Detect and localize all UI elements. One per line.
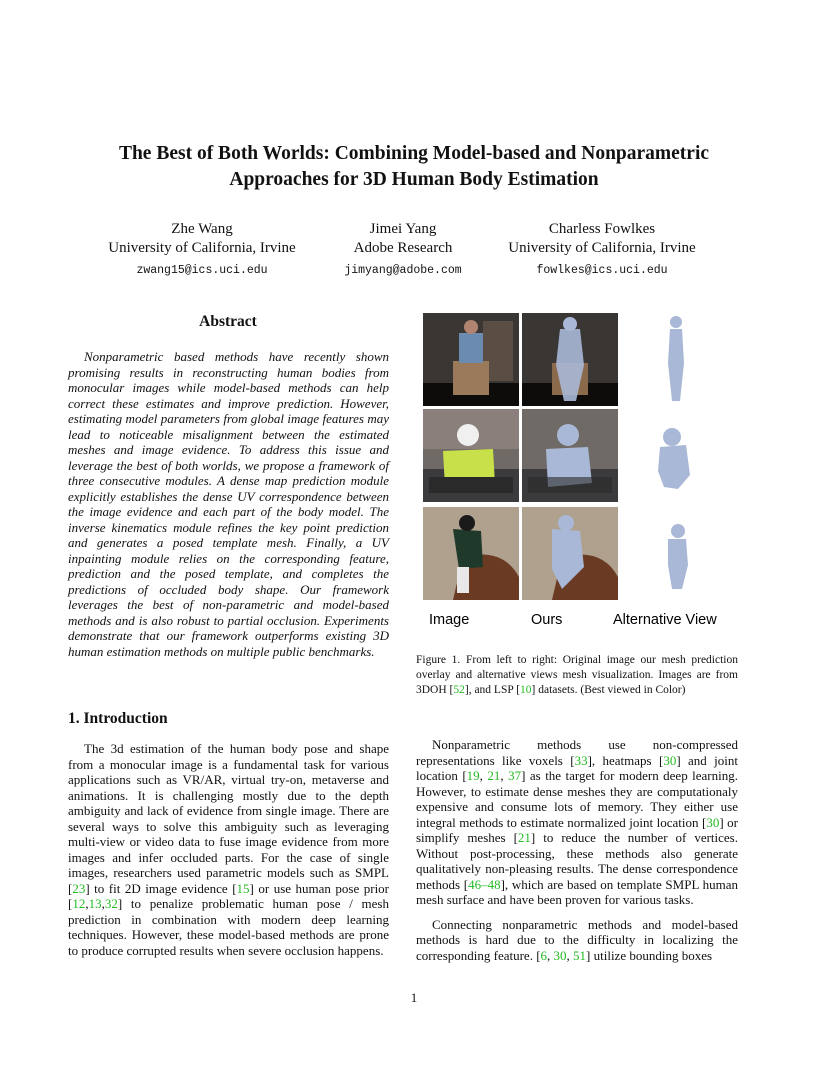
citation-link[interactable]: 21 <box>487 768 501 783</box>
figure-caption: Figure 1. From left to right: Original image our mesh prediction overlay and alternative views mesh visualization. Images are from 3DOH [52], and LSP [10] datasets. (Best viewed in Color) <box>416 654 738 696</box>
author-name: Zhe Wang <box>171 221 233 237</box>
figure-image-row3-original <box>423 507 519 600</box>
figure-image-row3-ours <box>522 507 618 600</box>
figure-label-ours: Ours <box>531 612 563 628</box>
citation-link[interactable]: 23 <box>72 880 86 896</box>
citation-link[interactable]: 19 <box>466 768 480 783</box>
citation-link[interactable]: 33 <box>574 752 588 768</box>
citation-link[interactable]: 46 <box>468 876 482 892</box>
citation-link[interactable]: 52 <box>453 684 465 696</box>
author-name: Jimei Yang <box>369 221 437 237</box>
citation-link[interactable]: 30 <box>706 814 720 830</box>
intro-paragraph-3: Connecting nonparametric methods and model-based methods is hard due to the difficulty in localizing the corresponding feature. [6, 30, 51] utilize bounding boxes <box>416 916 738 963</box>
author-name: Charless Fowlkes <box>548 221 656 237</box>
intro-paragraph-1: The 3d estimation of the human body pose and shape from a monocular image is a fundamental task for various applications such as VR/AR, virtual try-on, metaverse and animations. It is challenging mostly due to the depth ambiguity and lack of evidence from single image. There are several ways to solve this ambiguity such as leveraging multi-view or video data to fuse image evidence from more images and infer occluded parts. For the case of single images, researchers used parametric models such as SMPL [23] to fit 2D image evidence [15] or use human pose prior [12,13,32] to penalize problematic human pose / mesh prediction in combination with modern deep learning techniques. However, these model-based methods are prone to produce corrupted results when severe occlusion happens. <box>68 741 390 958</box>
citation-link[interactable]: 30 <box>663 752 677 768</box>
citation-link[interactable]: 30 <box>553 947 567 963</box>
author-block-1 <box>96 220 308 280</box>
figure-label-alternative-view: Alternative View <box>613 612 717 628</box>
paper-title <box>60 141 768 193</box>
intro-left-column <box>68 741 389 958</box>
figure-label-image: Image <box>429 612 470 628</box>
citation-link[interactable]: 21 <box>517 830 531 845</box>
author-affiliation: Adobe Research <box>353 240 453 256</box>
page-number: 1 <box>410 990 418 1005</box>
section-heading-introduction: 1. Introduction <box>68 710 168 727</box>
figure-image-row1-ours <box>522 313 618 406</box>
citation-link[interactable]: 15 <box>236 880 250 896</box>
citation-link[interactable]: 12 <box>72 896 86 911</box>
abstract-text <box>68 349 389 659</box>
citation-link[interactable]: 32 <box>104 896 118 911</box>
citation-link[interactable]: 51 <box>573 947 587 963</box>
figure-image-row3-alternative <box>628 507 724 600</box>
figure-image-row2-original <box>423 409 519 502</box>
title-line-2: Approaches for 3D Human Body Estimation <box>229 169 599 190</box>
author-email: fowlkes@ics.uci.edu <box>536 264 668 277</box>
author-email: zwang15@ics.uci.edu <box>136 264 268 277</box>
citation-link[interactable]: 13 <box>88 896 102 911</box>
author-affiliation: University of California, Irvine <box>108 240 296 256</box>
figure-1 <box>416 311 738 606</box>
author-email: jimyang@adobe.com <box>344 264 462 277</box>
abstract-paragraph: Nonparametric based methods have recently shown promising results in reconstructing human bodies from monocular images while model-based methods can help correct these estimates and improve prediction. However, estimating model parameters from global image features may lead to noticeable misalignment between the estimated meshes and image evidence. To address this issue and leverage the best of both worlds, we propose a framework of three consecutive modules. A dense map prediction module explicitly establishes the dense UV correspondence between the image evidence and each part of the body model. The inverse kinematics module refines the key point prediction and generates a posed template mesh. Finally, a UV inpainting module relies on the corresponding feature, prediction and the posed template, and completes the predictions of occluded body shape. Our framework leverages the best of non-parametric and model-based methods and is also robust to partial occlusion. Experiments demonstrate that our framework outperforms existing 3D human estimation methods on multiple public benchmarks. <box>68 349 389 659</box>
abstract-heading: Abstract <box>199 313 257 330</box>
citation-link[interactable]: 37 <box>508 768 522 783</box>
author-affiliation: University of California, Irvine <box>508 240 696 256</box>
figure-image-row2-alternative <box>628 409 724 502</box>
author-block-2 <box>318 220 488 280</box>
citation-link[interactable]: 6 <box>540 947 548 963</box>
figure-image-row2-ours <box>522 409 618 502</box>
figure-image-row1-original <box>423 313 519 406</box>
intro-right-column <box>416 737 738 963</box>
author-block-3 <box>496 220 708 280</box>
figure-image-row1-alternative <box>628 313 724 406</box>
title-line-1: The Best of Both Worlds: Combining Model-based and Nonparametric <box>118 143 710 164</box>
citation-link[interactable]: 10 <box>520 684 532 696</box>
intro-paragraph-2: Nonparametric methods use non-compressed representations like voxels [33], heatmaps [30] and joint location [19, 21, 37] as the target for modern deep learning. However, to estimate dense meshes they are computationaly expensive and consume lots of memory. They either use integral methods to estimate normalized joint location [30] or simplify meshes [21] to reduce the number of vertices. Without post-processing, these methods also generate qualitatively non-pleasing results. The dense correspondence methods [46–48], which are based on template SMPL human mesh surface and have been proven for various tasks. <box>416 737 738 907</box>
citation-link[interactable]: 48 <box>487 876 501 892</box>
